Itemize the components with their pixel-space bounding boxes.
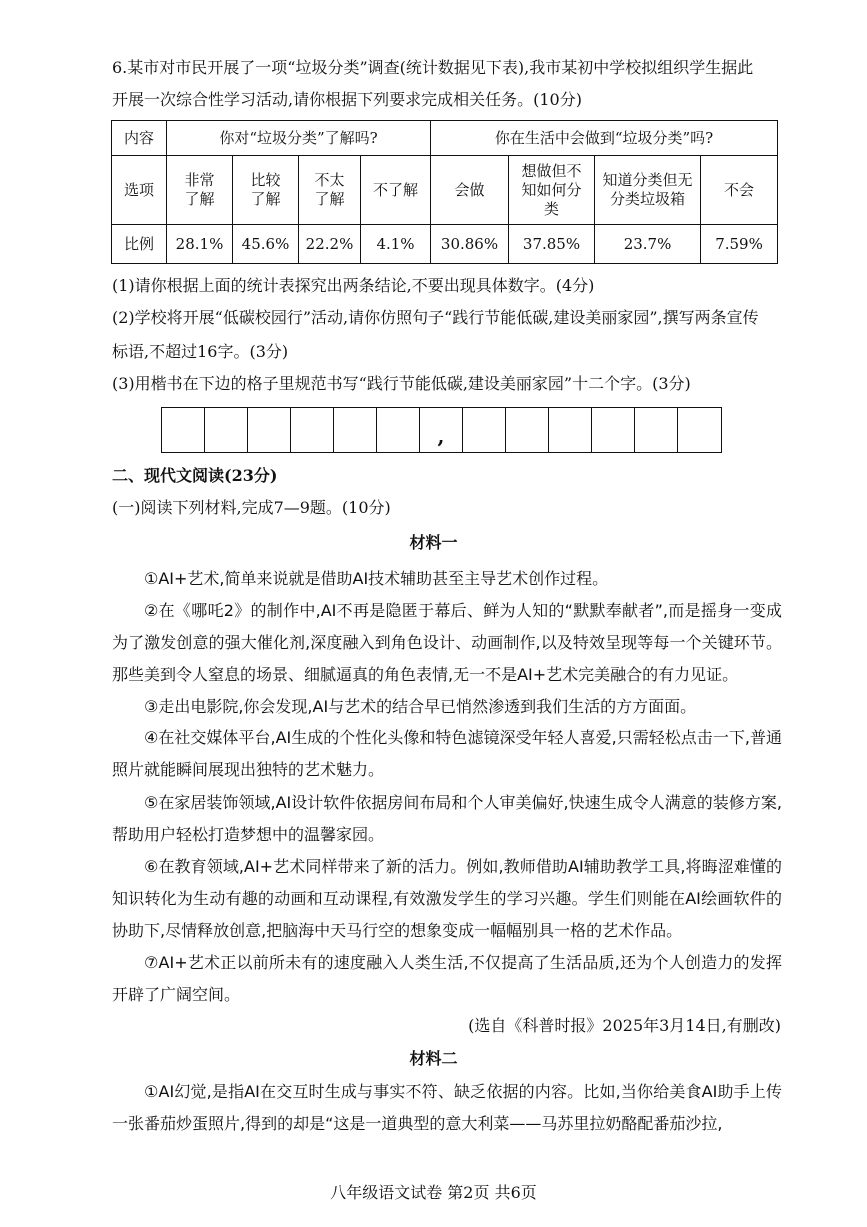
writing-cell[interactable]: [377, 408, 420, 452]
ratio-cell: 7.59%: [701, 225, 778, 264]
ratio-cell: 37.85%: [509, 225, 595, 264]
material-1-paragraph-2: ②在《哪吒2》的制作中,AI不再是隐匿于幕后、鲜为人知的“默默奉献者”,而是摇身一变成为了激发创意的强大催化剂,深度融入到角色设计、动画制作,以及特效呈现等每一个关键环节。那些美到令人窒息的场景、细腻逼真的角色表情,无一不是AI+艺术完美融合的有力见证。: [112, 601, 782, 684]
writing-cell[interactable]: [592, 408, 635, 452]
writing-cell-comma: ,: [420, 408, 463, 452]
material-1-title: 材料一: [409, 533, 458, 552]
material-1-paragraph-5: ⑤在家居装饰领域,AI设计软件依据房间布局和个人审美偏好,快速生成令人满意的装修方案,帮助用户轻松打造梦想中的温馨家园。: [112, 793, 782, 844]
question-6-line-2: 开展一次综合性学习活动,请你根据下列要求完成相关任务。(10分): [112, 90, 582, 109]
writing-cell[interactable]: [506, 408, 549, 452]
group-header-understanding: 你对“垃圾分类”了解吗?: [167, 121, 431, 156]
ratio-cell: 22.2%: [299, 225, 361, 264]
row-label-ratio: 比例: [112, 225, 167, 264]
sub-question-1: (1)请你根据上面的统计表探究出两条结论,不要出现具体数字。(4分): [112, 276, 595, 295]
question-6-line-1: 6.某市对市民开展了一项“垃圾分类”调查(统计数据见下表),我市某初中学校拟组织学生据此: [112, 58, 754, 77]
writing-cell[interactable]: [678, 408, 721, 452]
material-1-paragraph-7: ⑦AI+艺术正以前所未有的速度融入人类生活,不仅提高了生活品质,还为个人创造力的发挥开辟了广阔空间。: [112, 953, 782, 1004]
writing-cell[interactable]: [635, 408, 678, 452]
material-1-paragraph-3: ③走出电影院,你会发现,AI与艺术的结合早已悄然渗透到我们生活的方方面面。: [144, 697, 697, 716]
material-1-paragraph-1: ①AI+艺术,简单来说就是借助AI技术辅助甚至主导艺术创作过程。: [144, 569, 609, 588]
material-1-paragraph-6: ⑥在教育领域,AI+艺术同样带来了新的活力。例如,教师借助AI辅助教学工具,将晦涩难懂的知识转化为生动有趣的动画和互动课程,有效激发学生的学习兴趣。学生们则能在AI绘画软件的协助下,尽情释放创意,把脑海中天马行空的想象变成一幅幅别具一格的艺术作品。: [112, 857, 782, 940]
option-cell: 不了解: [361, 156, 431, 225]
writing-cell[interactable]: [291, 408, 334, 452]
row-label-content: 内容: [112, 121, 167, 156]
ratio-cell: 4.1%: [361, 225, 431, 264]
sub-question-2-line-2: 标语,不超过16字。(3分): [112, 342, 289, 361]
material-2-paragraph-1: ①AI幻觉,是指AI在交互时生成与事实不符、缺乏依据的内容。比如,当你给美食AI助手上传一张番茄炒蛋照片,得到的却是“这是一道典型的意大利菜——马苏里拉奶酪配番茄沙拉,: [112, 1082, 782, 1133]
option-cell: 知道分类但无分类垃圾箱: [595, 156, 701, 225]
section-2-subtitle: (一)阅读下列材料,完成7—9题。(10分): [112, 498, 391, 517]
sub-question-3: (3)用楷书在下边的格子里规范书写“践行节能低碳,建设美丽家园”十二个字。(3分): [112, 374, 691, 393]
sub-question-2-line-1: (2)学校将开展“低碳校园行”活动,请你仿照句子“践行节能低碳,建设美丽家园”,撰写两条宣传: [112, 308, 759, 327]
material-1-paragraph-4: ④在社交媒体平台,AI生成的个性化头像和特色滤镜深受年轻人喜爱,只需轻松点击一下,普通照片就能瞬间展现出独特的艺术魅力。: [112, 728, 782, 779]
ratio-cell: 23.7%: [595, 225, 701, 264]
survey-table: [111, 120, 778, 264]
writing-cell[interactable]: [162, 408, 205, 452]
option-cell: 想做但不知如何分类: [509, 156, 595, 225]
writing-cell[interactable]: [463, 408, 506, 452]
writing-cell[interactable]: [205, 408, 248, 452]
writing-cell[interactable]: [549, 408, 592, 452]
writing-cell[interactable]: [248, 408, 291, 452]
material-1-source: (选自《科普时报》2025年3月14日,有删改): [468, 1016, 781, 1035]
option-cell: 比较了解: [233, 156, 299, 225]
option-cell: 非常了解: [167, 156, 233, 225]
ratio-cell: 45.6%: [233, 225, 299, 264]
writing-grid[interactable]: [161, 407, 722, 453]
row-label-options: 选项: [112, 156, 167, 225]
page-footer: 八年级语文试卷 第2页 共6页: [330, 1183, 537, 1202]
ratio-cell: 28.1%: [167, 225, 233, 264]
material-2-title: 材料二: [409, 1049, 458, 1068]
group-header-practice: 你在生活中会做到“垃圾分类”吗?: [431, 121, 778, 156]
writing-cell[interactable]: [334, 408, 377, 452]
option-cell: 会做: [431, 156, 509, 225]
option-cell: 不会: [701, 156, 778, 225]
ratio-cell: 30.86%: [431, 225, 509, 264]
section-2-title: 二、现代文阅读(23分): [112, 466, 278, 485]
option-cell: 不太了解: [299, 156, 361, 225]
